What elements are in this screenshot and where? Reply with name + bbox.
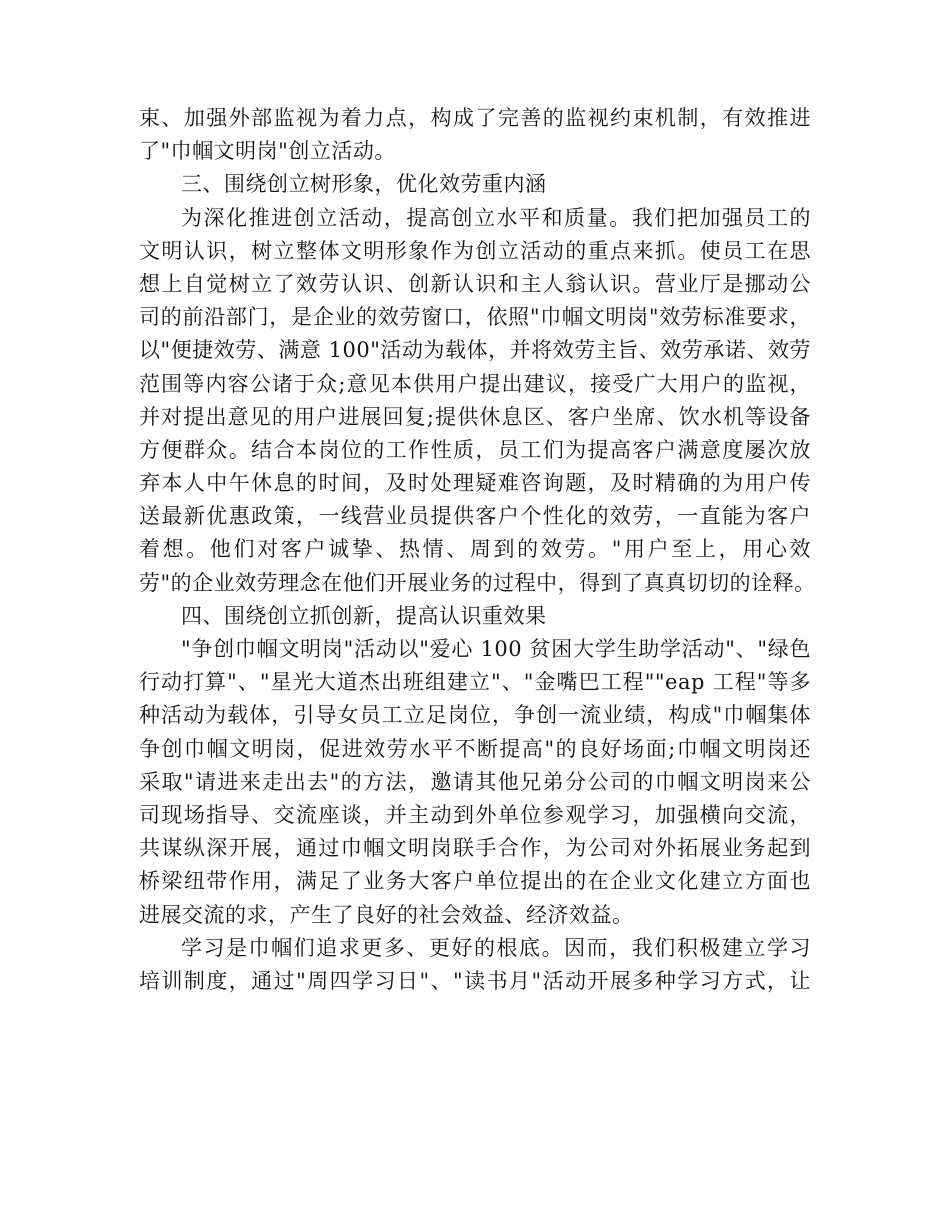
text-line: 桥梁纽带作用，满足了业务大客户单位提出的在企业文化建立方面也 — [139, 869, 811, 894]
text-line: 四、围绕创立抓创新，提高认识重效果 — [181, 603, 547, 628]
text-line: 司的前沿部门，是企业的效劳窗口，依照"巾帼文明岗"效劳标准要求， — [139, 305, 811, 330]
text-line: 劳"的企业效劳理念在他们开展业务的过程中，得到了真真切切的诠释。 — [139, 570, 816, 595]
text-line: 学习是巾帼们追求更多、更好的根底。因而，我们积极建立学习 — [181, 935, 811, 960]
text-line: 为深化推进创立活动，提高创立水平和质量。我们把加强员工的 — [181, 205, 811, 230]
text-line: 司现场指导、交流座谈，并主动到外单位参观学习，加强横向交流， — [139, 802, 811, 827]
text-line: 共谋纵深开展，通过巾帼文明岗联手合作，为公司对外拓展业务起到 — [139, 836, 811, 861]
text-line: 行动打算"、"星光大道杰出班组建立"、"金嘴巴工程""eap 工程"等多 — [139, 670, 811, 695]
text-line: 想上自觉树立了效劳认识、创新认识和主人翁认识。营业厅是挪动公 — [139, 271, 811, 296]
text-line: 了"巾帼文明岗"创立活动。 — [139, 139, 396, 164]
text-line: 束、加强外部监视为着力点，构成了完善的监视约束机制，有效推进 — [139, 106, 811, 130]
text-line: 采取"请进来走出去"的方法，邀请其他兄弟分公司的巾帼文明岗来公 — [139, 769, 811, 794]
text-line: 种活动为载体，引导女员工立足岗位，争创一流业绩，构成"巾帼集体 — [139, 703, 811, 728]
text-line: 送最新优惠政策，一线营业员提供客户个性化的效劳，一直能为客户 — [139, 504, 811, 529]
text-line: 方便群众。结合本岗位的工作性质，员工们为提高客户满意度屡次放 — [139, 437, 811, 462]
text-line: 培训制度，通过"周四学习日"、"读书月"活动开展多种学习方式，让 — [139, 968, 811, 993]
text-line: 进展交流的求，产生了良好的社会效益、经济效益。 — [139, 902, 634, 927]
text-line: 着想。他们对客户诚挚、热情、周到的效劳。"用户至上，用心效 — [139, 537, 811, 562]
text-line: 范围等内容公诸于众;意见本供用户提出建议，接受广大用户的监视， — [139, 371, 811, 396]
text-line: 三、围绕创立树形象，优化效劳重内涵 — [181, 172, 547, 197]
text-line: 争创巾帼文明岗，促进效劳水平不断提高"的良好场面;巾帼文明岗还 — [139, 736, 811, 761]
document-body — [139, 102, 816, 998]
text-line: 文明认识，树立整体文明形象作为创立活动的重点来抓。使员工在思 — [139, 238, 811, 263]
text-line: 以"便捷效劳、满意 100"活动为载体，并将效劳主旨、效劳承诺、效劳 — [139, 338, 811, 363]
text-line: "争创巾帼文明岗"活动以"爱心 100 贫困大学生助学活动"、"绿色 — [181, 637, 811, 661]
text-line: 弃本人中午休息的时间，及时处理疑难咨询题，及时精确的为用户传 — [139, 471, 811, 496]
text-line: 并对提出意见的用户进展回复;提供休息区、客户坐席、饮水机等设备 — [139, 404, 811, 429]
